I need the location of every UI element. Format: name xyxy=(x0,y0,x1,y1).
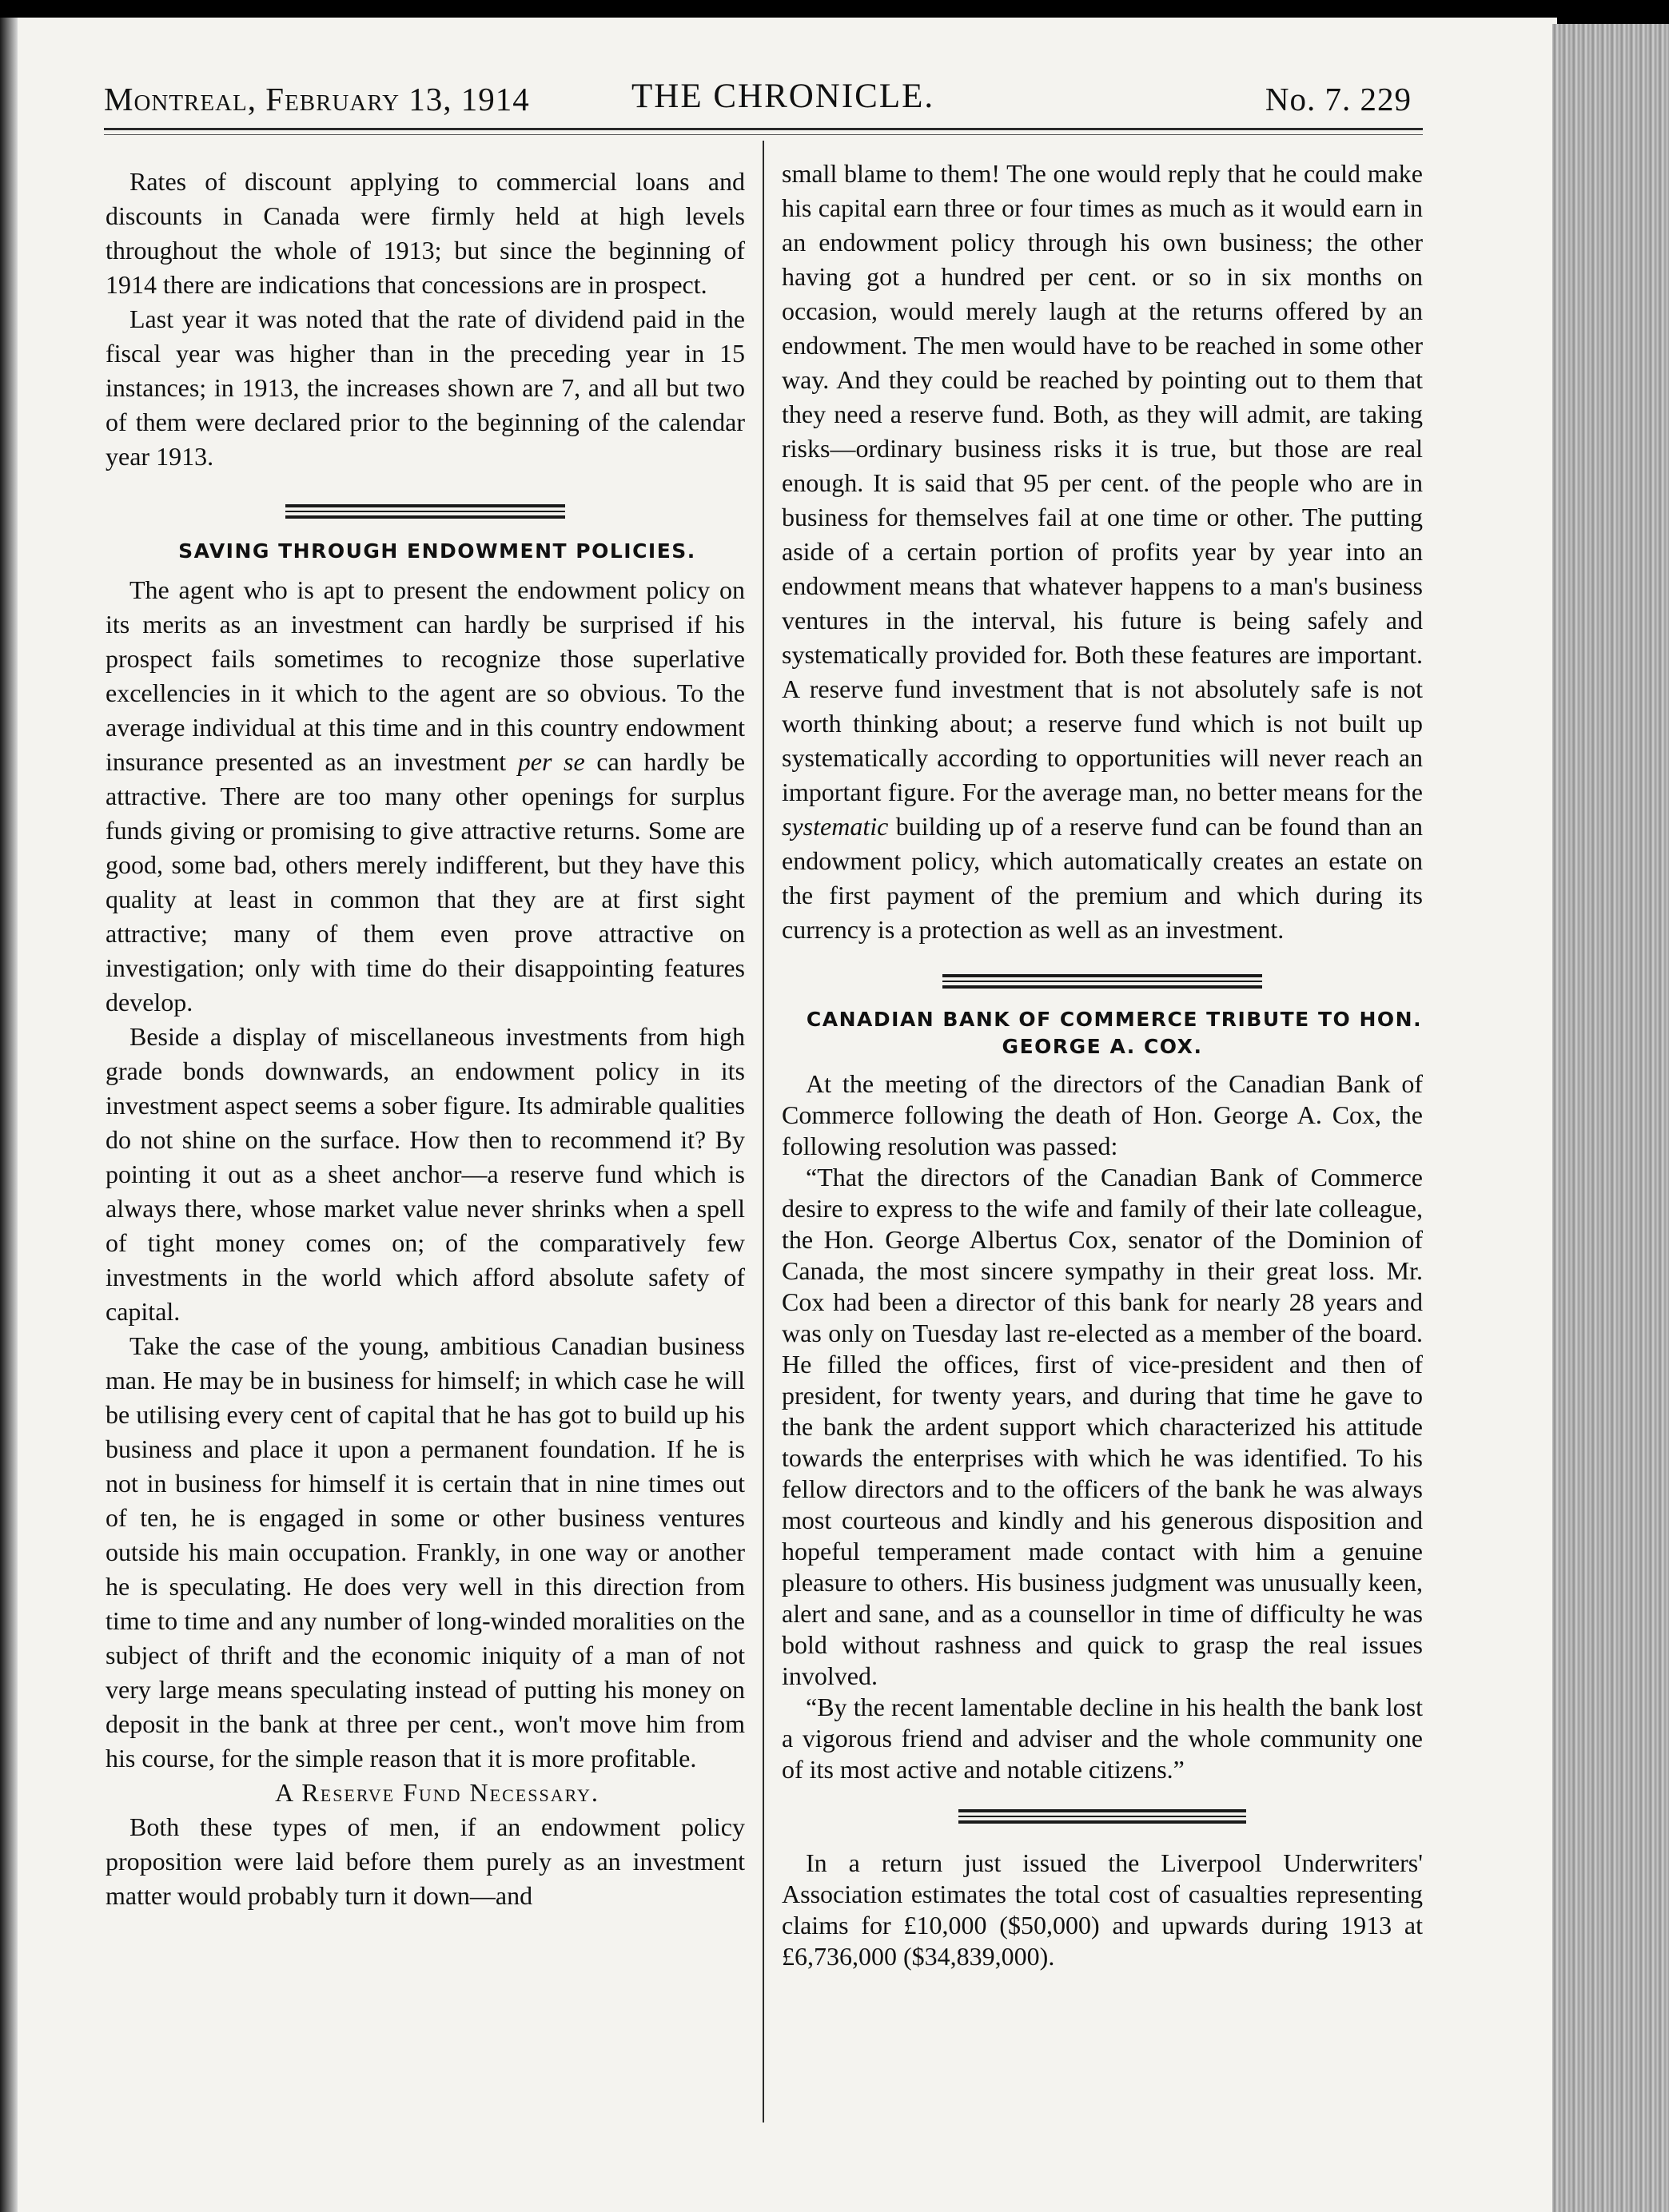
section-divider xyxy=(285,504,565,519)
paragraph-agent-text-b: can hardly be attractive. There are too many other openings for surplus funds giving or promising to give attractive returns. Some are good, some bad, others merely indifferent, but they have this quality at least in common that they are at first sight attractive; many of them even prove attractive on investigation; only with time do their disappointing features develop. xyxy=(106,747,746,1016)
paragraph-dividends: Last year it was noted that the rate of dividend paid in the fiscal year was higher than in the preceding year in 15 instances; in 1913, the increases shown are 7, and all but two of them were declared prior to the beginning of the calendar year 1913. xyxy=(106,304,745,471)
paragraph-agent-text-a: The agent who is apt to present the endowment policy on its merits as an investment can hardly be surprised if his prospect fails sometimes to recognize those superlative excellencies in it which to the agent are so obvious. To the average individual at this time and in this country endowment insurance presented as an investment xyxy=(106,575,745,776)
paragraph-both-types: Both these types of men, if an endowment policy proposition were laid before them purely as an investment matter would probably turn it down—and xyxy=(106,1812,745,1910)
section-divider xyxy=(958,1809,1246,1824)
section-title-cox-tribute: CANADIAN BANK OF COMMERCE TRIBUTE TO HON. GEORGE A. COX. xyxy=(806,1008,1423,1058)
paragraph-meeting: At the meeting of the directors of the Canadian Bank of Commerce following the death of Hon. George A. Cox, the following resolution was passed: xyxy=(782,1069,1423,1160)
section-title-endowment: SAVING THROUGH ENDOWMENT POLICIES. xyxy=(178,539,696,563)
paragraph-discount-rates: Rates of discount applying to commercial loans and discounts in Canada were firmly held at high levels throughout the whole of 1913; but since the beginning of 1914 there are indications that concessions are in prospect. xyxy=(106,167,745,299)
paragraph-decline: “By the recent lamentable decline in his health the bank lost a vigorous friend and adviser and the whole community one of its most active and notable citizens.” xyxy=(782,1693,1423,1784)
paragraph-resolution: “That the directors of the Canadian Bank of Commerce desire to express to the wife and family of their late colleague, the Hon. George Albertus Cox, senator of the Dominion of Canada, the most sincere sympathy in their great loss. Mr. Cox had been a director of this bank for nearly 28 years and was only on Tuesday last re-elected as a member of the board. He filled the offices, first of vice-president and then of president, for twenty years, and during that time he gave to the bank the ardent support which characterized his attitude towards the enterprises with which he was identified. To his fellow directors and to the officers of the bank he was always most courteous and kindly and his generous disposition and hopeful temperament made contact with him a genuine pleasure to others. His business judgment was unusually keen, alert and sane, and as a counsellor in time of difficulty he was bold without rashness and quick to grasp the real issues involved. xyxy=(782,1163,1423,1690)
paragraph-small-blame-text-a: small blame to them! The one would reply that he could make his capital earn three or four times as much as it would earn in an endowment policy through his own business; the other having got a hundred per cent. or so in six months on occasion, would merely laugh at the returns offered by an endowment. The men would have to be reached in some other way. And they could be reached by pointing out to them that they need a reserve fund. Both, as they will admit, are taking risks—ordinary business risks it is true, but those are real enough. It is said that 95 per cent. of the people who are in business for themselves fail at one time or other. The putting aside of a certain portion of profits year by year into an endowment means that whatever happens to a man's business ventures in the interval, his future is being safely and systematically provided for. Both these features are important. A reserve fund investment that is not absolutely safe is not worth thinking about; a reserve fund which is not built up systematically according to opportunities will never reach an important figure. For the average man, no better means for the xyxy=(782,159,1423,806)
paragraph-small-blame xyxy=(782,157,1423,947)
left-column xyxy=(106,165,745,1913)
italic-systematic: systematic xyxy=(782,812,889,841)
subheading-reserve-fund: A Reserve Fund Necessary. xyxy=(275,1778,599,1807)
paragraph-liverpool-underwriters: In a return just issued the Liverpool Underwriters' Association estimates the total cost of casualties representing claims for £10,000 ($50,000) and upwards during 1913 at £6,736,000 ($34,839,000). xyxy=(782,1848,1423,1971)
paragraph-young-businessman: Take the case of the young, ambitious Canadian business man. He may be in business for himself; in which case he will be utilising every cent of capital that he has got to build up his business and place it upon a permanent foundation. If he is not in business for himself it is certain that in nine times out of ten, he is engaged in some or other business ventures outside his main occupation. Frankly, in one way or another he is speculating. He does very well in this direction from time to time and any number of long-winded moralities on the subject of thrift and the economic iniquity of a man of not very large means speculating instead of putting his money on deposit in the bank at three per cent., won't move him from his course, for the simple reason that it is more profitable. xyxy=(106,1331,745,1772)
running-head xyxy=(104,77,1423,117)
paragraph-small-blame-text-b: building up of a reserve fund can be found than an endowment policy, which automatically creates an estate on the first payment of the premium and which during its currency is a protection as well as an investment. xyxy=(782,812,1423,944)
header-rule xyxy=(104,128,1423,130)
section-divider xyxy=(942,974,1262,989)
column-divider xyxy=(763,141,764,2122)
page-gutter-shadow xyxy=(0,18,18,2212)
paragraph-sober-figure: Beside a display of miscellaneous investments from high grade bonds downwards, an endowment policy in its investment aspect seems a sober figure. Its admirable qualities do not shine on the surface. How then to recommend it? By pointing it out as a sheet anchor—a reserve fund which is always there, whose market value never shrinks when a spell of tight money comes on; of the comparatively few investments in the world which afford absolute safety of capital. xyxy=(106,1022,745,1326)
page-edges xyxy=(1552,24,1669,2212)
italic-per-se: per se xyxy=(517,747,585,776)
header-rule-thin xyxy=(104,134,1423,135)
publication-title: THE CHRONICLE. xyxy=(631,78,935,115)
header-dateline: Montreal, February 13, 1914 xyxy=(104,81,530,117)
right-column xyxy=(782,157,1423,1972)
issue-page-number: No. 7. 229 xyxy=(1265,81,1412,117)
paragraph-agent xyxy=(106,573,745,1020)
